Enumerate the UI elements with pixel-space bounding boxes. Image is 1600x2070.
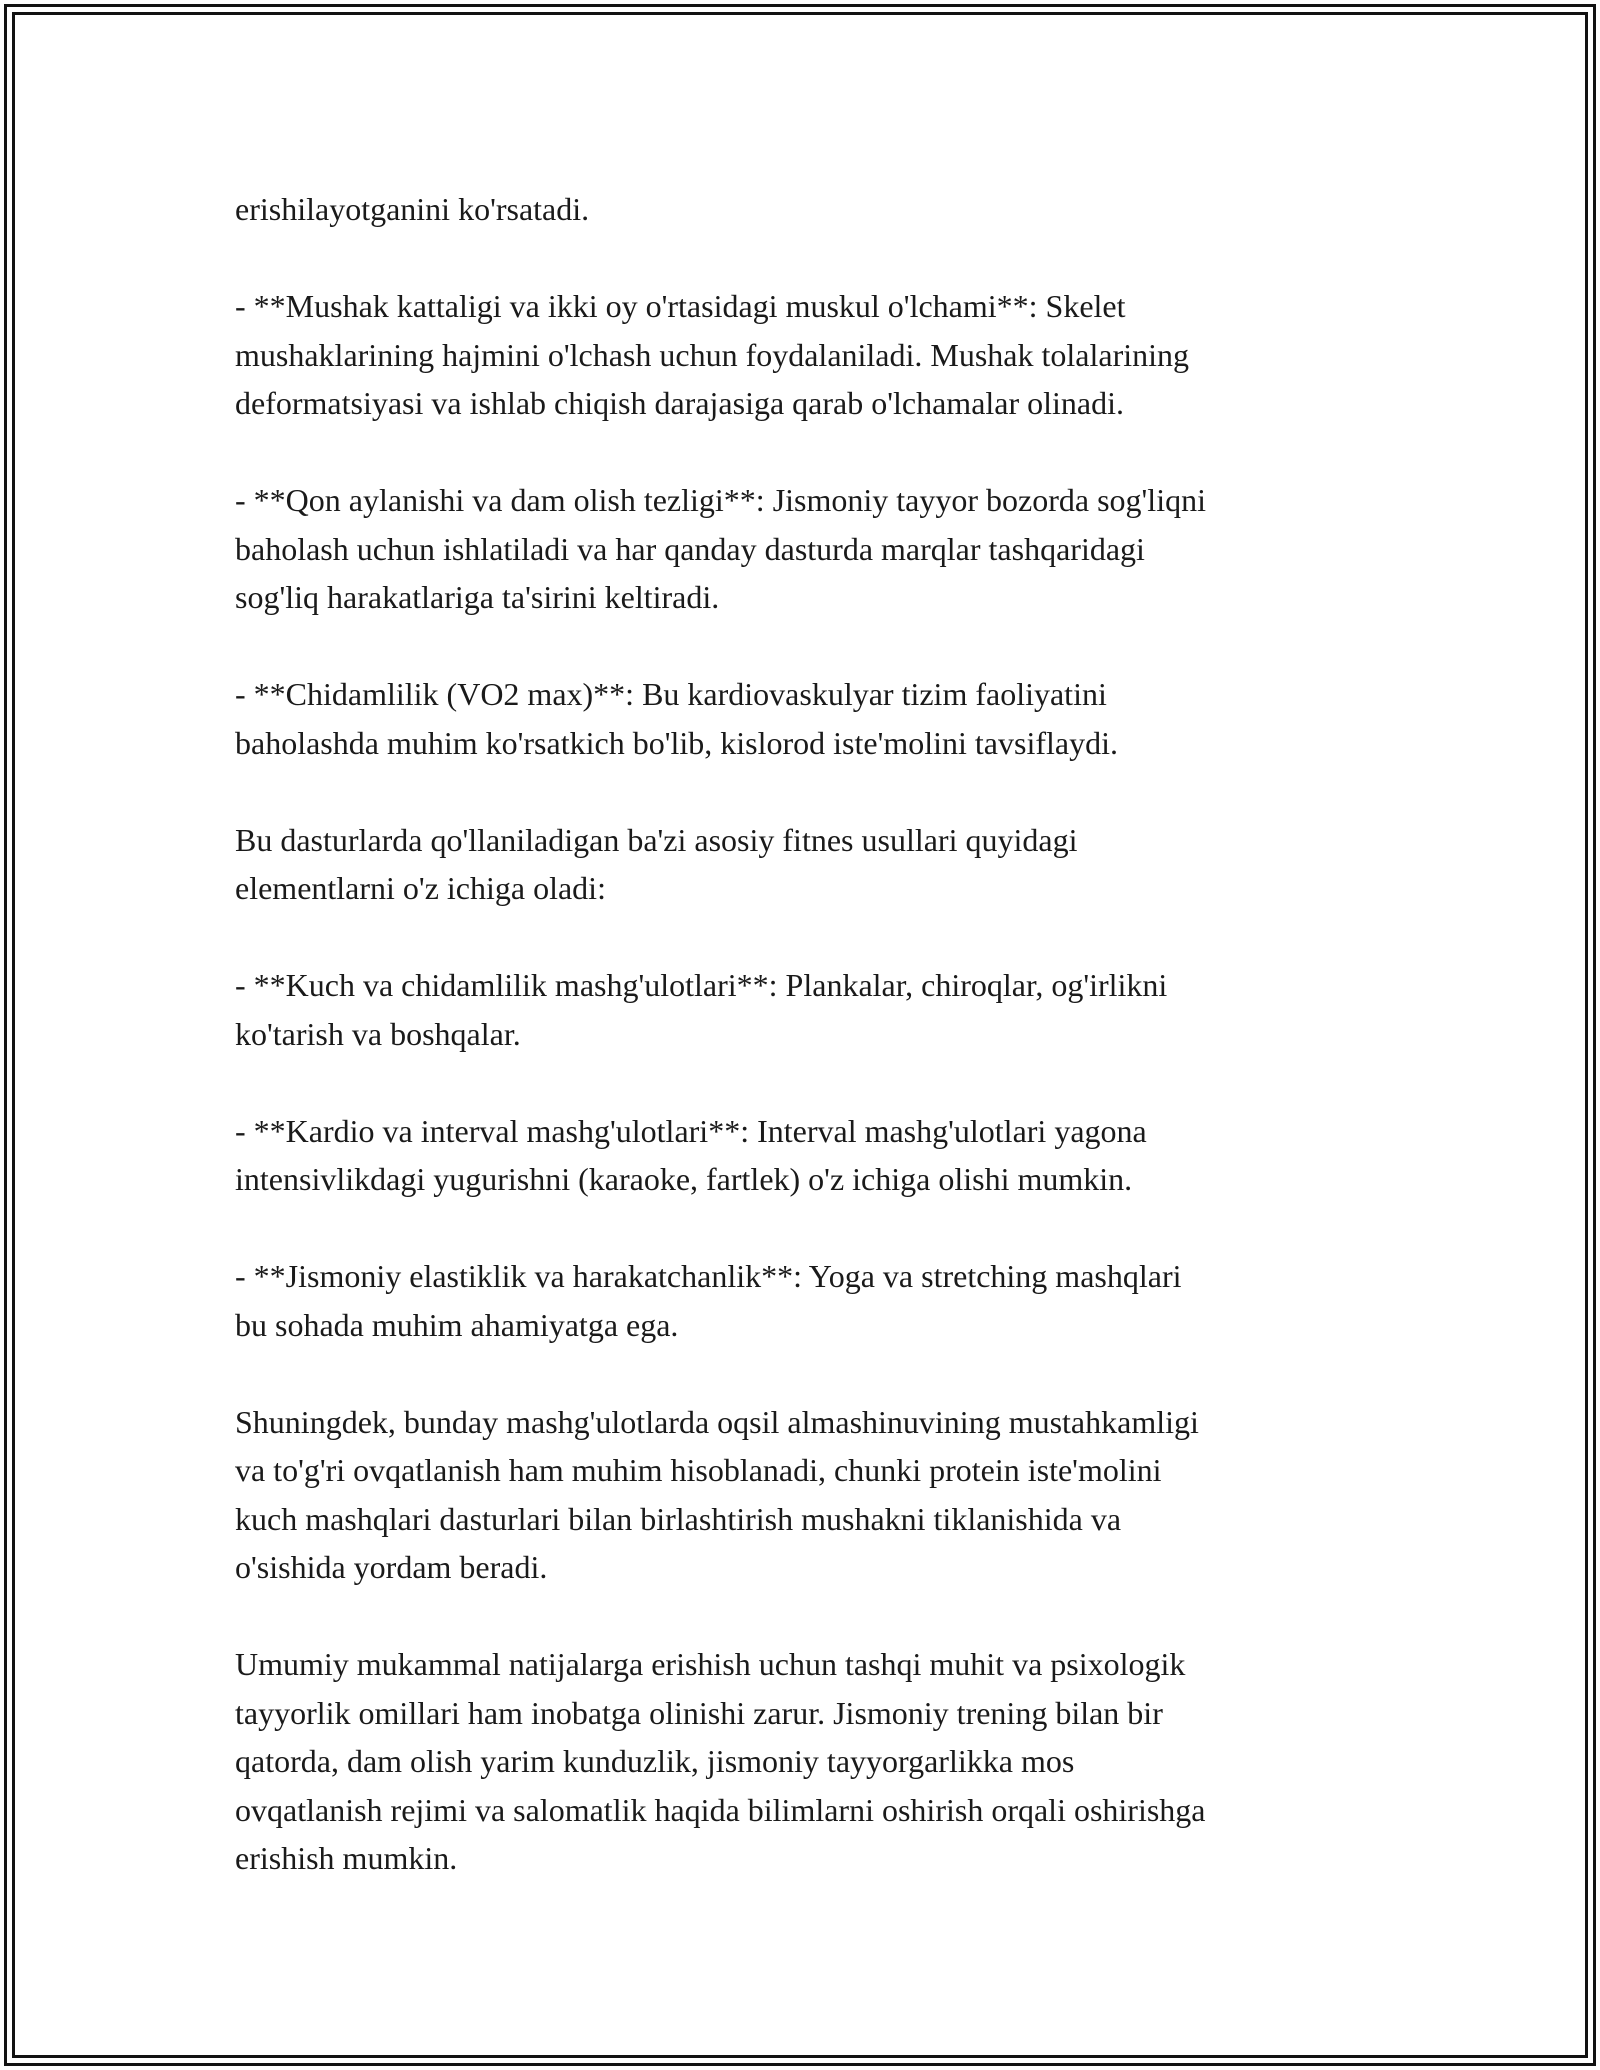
paragraph-continuation: erishilayotganini ko'rsatadi. <box>235 191 590 227</box>
paragraph-cardio-interval: - **Kardio va interval mashg'ulotlari**: Interval mashg'ulotlari yagona intensivlikdagi yugurishni (karaoke, fartlek) o'z ichiga olishi mumkin. <box>235 1112 1147 1197</box>
paragraph-protein-nutrition: Shuningdek, bunday mashg'ulotlarda oqsil almashinuvining mustahkamligi va to'g'ri ovqatlanish ham muhim hisoblanadi, chunki protein iste'molini kuch mashqlari dasturlari bilan birlashtirish mushakni tiklanishida va o'sishida yordam beradi. <box>235 1403 1199 1585</box>
paragraph-endurance-vo2max: - **Chidamlilik (VO2 max)**: Bu kardiovaskulyar tizim faoliyatini baholashda muhim ko'rsatkich bo'lib, kislorod iste'molini tavsiflaydi. <box>235 676 1118 761</box>
paragraph-muscle-size: - **Mushak kattaligi va ikki oy o'rtasidagi muskul o'lchami**: Skelet mushaklarining hajmini o'lchash uchun foydalaniladi. Mushak tolalarining deformatsiyasi va ishlab chiqish darajasiga qarab o'lchamalar olinadi. <box>235 288 1190 421</box>
document-body <box>235 185 1365 1883</box>
paragraph-strength-training: - **Kuch va chidamlilik mashg'ulotlari**: Plankalar, chiroqlar, og'irlikni ko'tarish va boshqalar. <box>235 967 1168 1052</box>
paragraph-flexibility-mobility: - **Jismoniy elastiklik va harakatchanlik**: Yoga va stretching mashqlari bu sohada muhim ahamiyatga ega. <box>235 1258 1182 1343</box>
paragraph-blood-circulation: - **Qon aylanishi va dam olish tezligi**: Jismoniy tayyor bozorda sog'liqni baholash uchun ishlatiladi va har qanday dasturda marqlar tashqaridagi sog'liq harakatlariga ta'sirini keltiradi. <box>235 482 1206 615</box>
paragraph-fitness-methods-intro: Bu dasturlarda qo'llaniladigan ba'zi asosiy fitnes usullari quyidagi elementlarni o'z ichiga oladi: <box>235 821 1078 906</box>
paragraph-overall-results: Umumiy mukammal natijalarga erishish uchun tashqi muhit va psixologik tayyorlik omillari ham inobatga olinishi zarur. Jismoniy trening bilan bir qatorda, dam olish yarim kunduzlik, jismoniy tayyorgarlikka mos ovqatlanish rejimi va salomatlik haqida bilimlarni oshirish orqali oshirishga erishish mumkin. <box>235 1646 1206 1876</box>
